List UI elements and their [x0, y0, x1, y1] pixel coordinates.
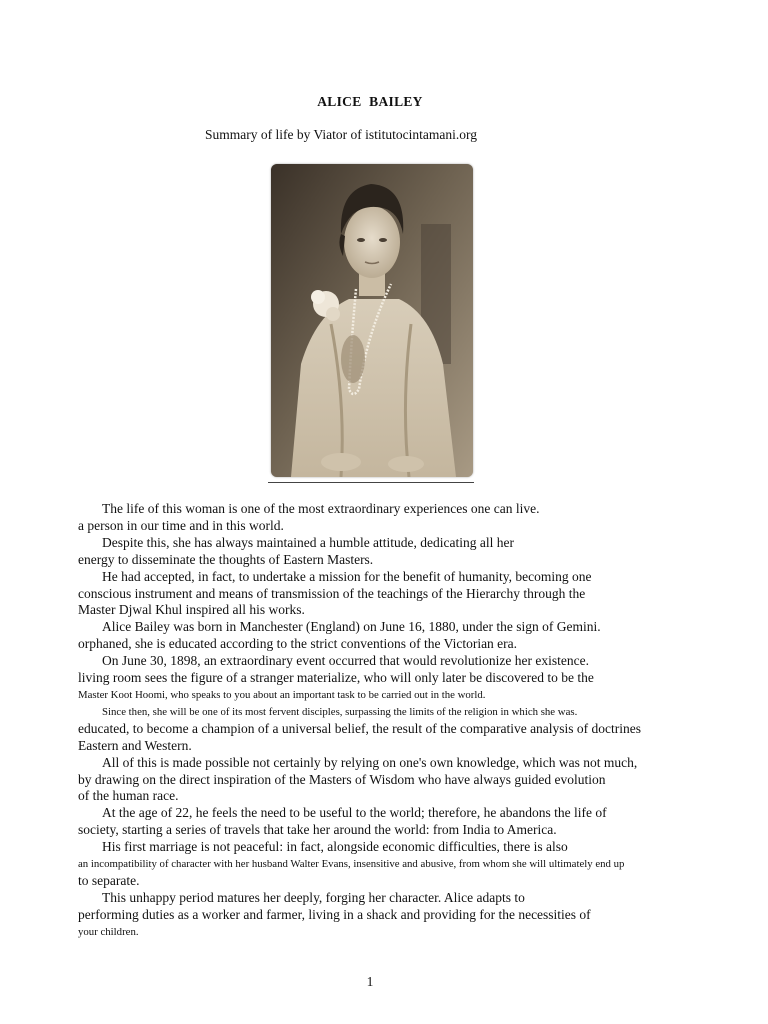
- text-line: At the age of 22, he feels the need to be useful to the world; therefore, he abandons the life of: [102, 805, 607, 821]
- text-line: orphaned, she is educated according to the strict conventions of the Victorian era.: [78, 636, 518, 652]
- page-number: 1: [366, 974, 374, 989]
- photo-underline: [268, 482, 474, 483]
- portrait-photo: [271, 164, 473, 477]
- text-line: Alice Bailey was born in Manchester (England) on June 16, 1880, under the sign of Gemini.: [102, 619, 601, 635]
- text-line: educated, to become a champion of a universal belief, the result of the comparative analysis of doctrines: [78, 720, 642, 736]
- text-line: On June 30, 1898, an extraordinary event occurred that would revolutionize her existence.: [102, 653, 589, 669]
- document-subtitle: Summary of life by Viator of istitutocintamani.org: [205, 127, 478, 142]
- text-line: This unhappy period matures her deeply, forging her character. Alice adapts to: [102, 889, 525, 905]
- text-line: society, starting a series of travels that take her around the world: from India to America.: [78, 822, 557, 838]
- text-line: by drawing on the direct inspiration of the Masters of Wisdom who have always guided evolution: [78, 771, 606, 787]
- text-line: energy to disseminate the thoughts of Eastern Masters.: [78, 551, 374, 567]
- text-line: an incompatibility of character with her husband Walter Evans, insensitive and abusive, from whom she will ultimately end up: [78, 858, 625, 871]
- text-line: a person in our time and in this world.: [78, 517, 284, 533]
- text-line: of the human race.: [78, 788, 179, 804]
- text-line: performing duties as a worker and farmer, living in a shack and providing for the necessities of: [78, 906, 591, 922]
- text-line: your children.: [78, 925, 139, 938]
- text-line: All of this is made possible not certainly by relying on one's own knowledge, which was not much,: [102, 754, 638, 770]
- text-line: living room sees the figure of a stranger materialize, who will only later be discovered to be the: [78, 670, 594, 686]
- document-title: ALICE BAILEY: [317, 94, 423, 109]
- text-line: to separate.: [78, 872, 140, 888]
- text-line: The life of this woman is one of the most extraordinary experiences one can live.: [102, 501, 540, 516]
- text-line: Master Djwal Khul inspired all his works.: [78, 602, 305, 618]
- text-line: conscious instrument and means of transmission of the teachings of the Hierarchy through the: [78, 585, 586, 601]
- text-line: He had accepted, in fact, to undertake a mission for the benefit of humanity, becoming one: [102, 568, 592, 584]
- text-line: Eastern and Western.: [78, 737, 192, 753]
- text-line: Since then, she will be one of its most fervent disciples, surpassing the limits of the religion in which she was.: [102, 705, 578, 718]
- text-line: Master Koot Hoomi, who speaks to you about an important task to be carried out in the world.: [78, 688, 486, 701]
- body-text: [78, 501, 768, 941]
- text-line: Despite this, she has always maintained a humble attitude, dedicating all her: [102, 534, 515, 550]
- text-line: His first marriage is not peaceful: in fact, alongside economic difficulties, there is also: [102, 839, 568, 855]
